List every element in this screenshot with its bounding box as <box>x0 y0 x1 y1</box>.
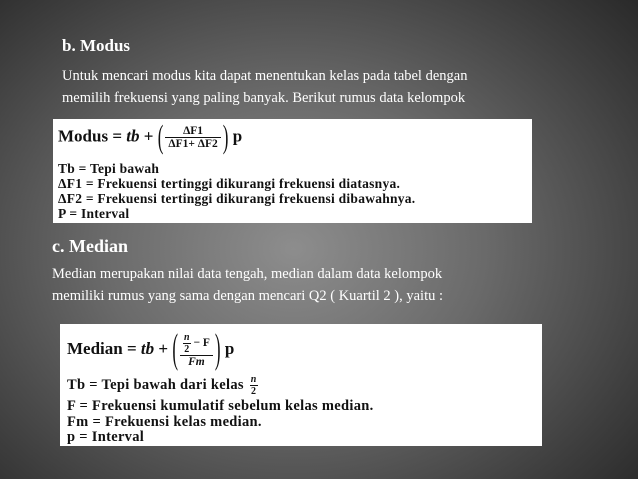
modus-fraction-numerator: ΔF1 <box>165 125 220 138</box>
modus-formula-tb: tb <box>126 126 140 146</box>
n-symbol: n <box>184 332 190 343</box>
modus-formula-tail: p <box>228 126 243 146</box>
two-symbol: 2 <box>251 386 257 397</box>
median-formula-tail: p <box>220 338 235 358</box>
modus-paragraph <box>62 65 467 109</box>
median-formula <box>67 326 235 372</box>
modus-definition: ΔF2 = Frekuensi tertinggi dikurangi frekuensi dibawahnya. <box>58 191 416 206</box>
tb-definition-text: Tb = Tepi bawah dari kelas <box>67 376 248 393</box>
modus-formula <box>58 118 243 155</box>
median-definition: p = Interval <box>67 429 145 445</box>
modus-definition: P = Interval <box>58 206 130 221</box>
modus-definition: Tb = Tepi bawah <box>58 161 160 176</box>
modus-fraction <box>165 125 220 150</box>
modus-paragraph-line: memilih frekuensi yang paling banyak. Berikut rumus data kelompok <box>62 90 466 106</box>
median-paragraph-line: Median merupakan nilai data tengah, median dalam data kelompok <box>52 266 443 282</box>
median-fraction-denominator: Fm <box>188 356 205 368</box>
tb-n-over-2 <box>250 374 258 397</box>
right-paren: ) <box>222 118 229 155</box>
modus-fraction-denominator: ΔF1+ ΔF2 <box>168 138 218 150</box>
two-symbol: 2 <box>184 344 190 355</box>
median-formula-plus: + <box>154 338 173 358</box>
modus-definition: ΔF1 = Frekuensi tertinggi dikurangi frekuensi diatasnya. <box>58 176 401 191</box>
left-paren: ( <box>172 326 179 372</box>
modus-paragraph-line: Untuk mencari modus kita dapat menentukan kelas pada tabel dengan <box>62 68 468 84</box>
modus-formula-plus: + <box>139 126 158 146</box>
median-formula-lhs: Median = <box>67 338 141 358</box>
median-formula-tb: tb <box>140 338 155 358</box>
left-paren: ( <box>157 118 164 155</box>
median-fraction <box>180 332 213 368</box>
median-fraction-numerator <box>180 332 213 356</box>
median-definition-tb <box>67 374 260 397</box>
median-heading: c. Median <box>52 236 128 256</box>
modus-formula-lhs: Modus = <box>58 126 127 146</box>
n-symbol: n <box>250 374 257 385</box>
modus-formula-image <box>53 119 532 223</box>
n-over-2 <box>183 332 191 355</box>
median-definition: F = Frekuensi kumulatif sebelum kelas median. <box>67 398 374 414</box>
median-paragraph-line: memiliki rumus yang sama dengan mencari Q2 ( Kuartil 2 ), yaitu : <box>52 288 443 304</box>
median-formula-image <box>60 324 542 446</box>
median-paragraph <box>52 263 443 307</box>
median-definition: Fm = Frekuensi kelas median. <box>67 414 262 430</box>
minus-f: − F <box>190 337 210 350</box>
right-paren: ) <box>214 326 221 372</box>
modus-heading: b. Modus <box>62 36 131 55</box>
